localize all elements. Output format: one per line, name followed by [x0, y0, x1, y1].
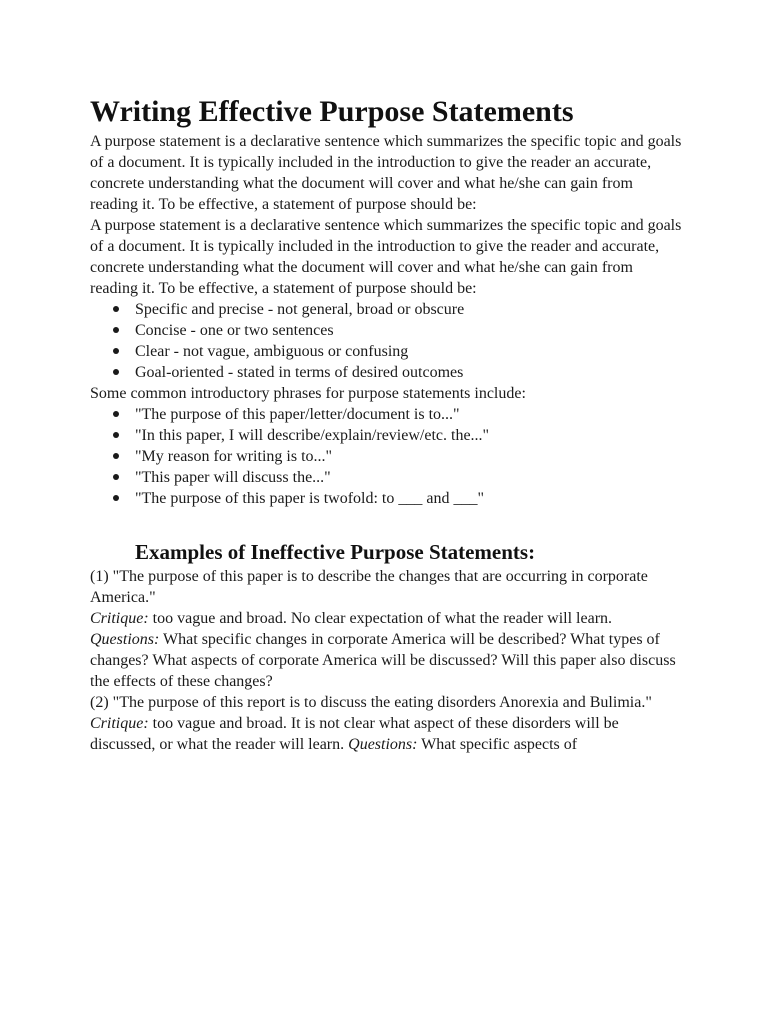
phrases-intro-paragraph: Some common introductory phrases for purpose statements include:: [90, 385, 526, 402]
critique-text: too vague and broad. It is not clear what aspect of these disorders will be discussed, or what the reader will learn.: [90, 715, 619, 753]
page-title: Writing Effective Purpose Statements: [90, 95, 574, 128]
critique-label: Critique:: [90, 715, 149, 732]
list-item: Specific and precise - not general, broad or obscure: [90, 299, 682, 320]
list-item: "In this paper, I will describe/explain/review/etc. the...": [90, 425, 682, 446]
list-item: "This paper will discuss the...": [90, 467, 682, 488]
questions-label: Questions:: [348, 736, 418, 753]
example-critique-2: [90, 713, 682, 755]
list-item: Clear - not vague, ambiguous or confusing: [90, 341, 682, 362]
list-item: "My reason for writing is to...": [90, 446, 682, 467]
criteria-list: [90, 299, 682, 383]
example-critique-1: [90, 608, 682, 692]
intro-paragraph-1: A purpose statement is a declarative sentence which summarizes the specific topic and goals of a document. It is typically included in the introduction to give the reader an accurate, concrete understanding what the document will cover and what he/she can gain from reading it. To be effective, a statement of purpose should be:: [90, 133, 682, 213]
critique-label: Critique:: [90, 610, 149, 627]
questions-text: What specific aspects of: [417, 736, 578, 753]
intro-paragraph-2: A purpose statement is a declarative sentence which summarizes the specific topic and goals of a document. It is typically included in the introduction to give the reader and accurate, concrete understanding what the document will cover and what he/she can gain from reading it. To be effective, a statement of purpose should be:: [90, 217, 682, 297]
questions-label: Questions:: [90, 631, 160, 648]
list-item: Goal-oriented - stated in terms of desired outcomes: [90, 362, 682, 383]
list-item: Concise - one or two sentences: [90, 320, 682, 341]
critique-text: too vague and broad. No clear expectation of what the reader will learn.: [148, 610, 613, 627]
phrases-list: [90, 404, 682, 509]
list-item: "The purpose of this paper is twofold: to ___ and ___": [90, 488, 682, 509]
list-item: "The purpose of this paper/letter/document is to...": [90, 404, 682, 425]
questions-text: What specific changes in corporate America will be described? What types of changes? What aspects of corporate America will be discussed? Will this paper also discuss the effects of these changes?: [90, 631, 676, 690]
section-heading: Examples of Ineffective Purpose Statements:: [135, 540, 536, 564]
example-statement-2: (2) "The purpose of this report is to discuss the eating disorders Anorexia and Bulimia.": [90, 694, 652, 711]
document-page: [90, 93, 682, 755]
example-statement-1: (1) "The purpose of this paper is to describe the changes that are occurring in corporate America.": [90, 568, 648, 606]
